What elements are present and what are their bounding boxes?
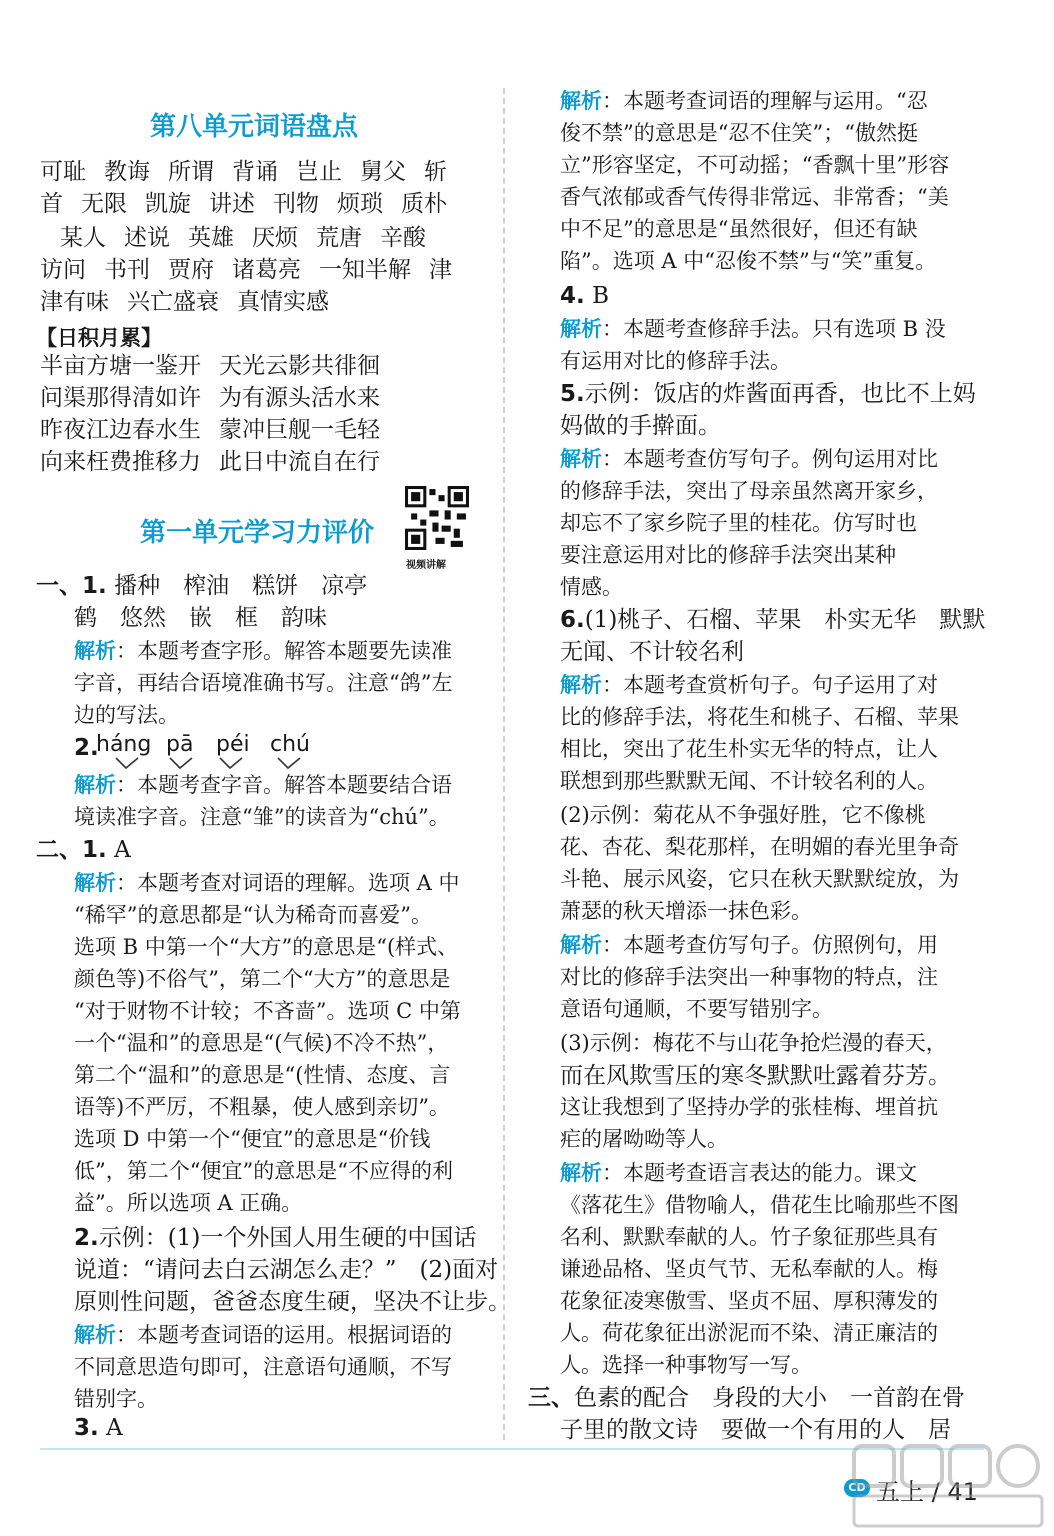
check-mark-icon — [276, 756, 302, 770]
q5-analysis-1 — [560, 448, 938, 471]
word: 诸葛亮 — [232, 257, 301, 283]
analysis-text: ：本题考查字形。解答本题要先读准 — [116, 639, 452, 663]
q6-3-analysis-2: 《落花生》借物喻人，借花生比喻那些不图 — [560, 1193, 959, 1217]
q6-analysis-1 — [560, 674, 938, 697]
word: 凯旋 — [145, 191, 191, 217]
q1-line-2: 鹤 悠然 嵌 框 韵味 — [74, 605, 327, 631]
word: 背诵 — [232, 159, 278, 185]
r-analysis-2: 俊不禁”的意思是“忍不住笑”；“傲然挺 — [560, 121, 918, 145]
word: 质朴 — [401, 191, 447, 217]
word: 英雄 — [188, 225, 234, 251]
question-number: 5. — [560, 381, 585, 407]
question-number: 6. — [560, 607, 585, 633]
pinyin-1: háng — [96, 732, 152, 757]
word: 岂止 — [296, 159, 342, 185]
analysis-label: 解析 — [560, 89, 602, 113]
q1-line-1 — [36, 574, 367, 599]
answer-text: A — [114, 837, 131, 863]
q5-analysis-5: 情感。 — [560, 575, 623, 599]
r-analysis-3: 立”形容坚定，不可动摇；“香飘十里”形容 — [560, 153, 950, 177]
analysis-label: 解析 — [560, 447, 602, 471]
word: 厌烦 — [252, 225, 298, 251]
analysis-label: 解析 — [74, 1323, 116, 1347]
analysis-label: 解析 — [560, 317, 602, 341]
q5-analysis-4: 要注意运用对比的修辞手法突出某种 — [560, 543, 896, 567]
word: 无限 — [81, 191, 127, 217]
word: 津 — [429, 257, 452, 283]
word: 教诲 — [104, 159, 150, 185]
section-marker: 一、 — [36, 573, 82, 599]
s2q2-line-2: 说道：“请问去白云湖怎么走？” (2)面对 — [74, 1257, 499, 1283]
footer-rule — [40, 1448, 984, 1450]
analysis-text: ：本题考查赏析句子。句子运用了对 — [602, 673, 938, 697]
answer-text: 示例：饭店的炸酱面再香，也比不上妈 — [584, 381, 976, 407]
s2q2-line-3: 原则性问题，爸爸态度生硬，坚决不让步。 — [74, 1289, 511, 1315]
word: 斩 — [424, 159, 447, 185]
word-row-2 — [40, 192, 447, 217]
analysis-label: 解析 — [74, 639, 116, 663]
q5-analysis-3: 却忘不了家乡院子里的桂花。仿写时也 — [560, 511, 917, 535]
q5-line-2: 妈做的手擀面。 — [560, 413, 721, 439]
poem-line: 问渠那得清如许 — [40, 385, 201, 411]
poem-line: 半亩方塘一鉴开 — [40, 353, 201, 379]
analysis-text: ：本题考查对词语的理解。选项 A 中 — [116, 871, 460, 895]
word: 荒唐 — [316, 225, 362, 251]
analysis-label: 解析 — [560, 933, 602, 957]
q4-analysis-1 — [560, 318, 946, 341]
analysis-text: ：本题考查仿写句子。仿照例句，用 — [602, 933, 938, 957]
answer-text: 播种 榨油 糕饼 凉亭 — [114, 573, 368, 599]
s2q1-analysis-3: 选项 B 中第一个“大方”的意思是“(样式、 — [74, 935, 459, 959]
question-number: 3. — [74, 1415, 99, 1441]
poem-line: 蒙冲巨舰一毛轻 — [219, 417, 380, 443]
poem-line: 昨夜江边春水生 — [40, 417, 201, 443]
page-number: 五上 / 41 — [876, 1478, 978, 1506]
s2q1-line — [36, 838, 131, 863]
q6-analysis-2: 比的修辞手法，将花生和桃子、石榴、苹果 — [560, 705, 959, 729]
r-analysis-1 — [560, 90, 928, 113]
s2q2-analysis-2: 不同意思造句即可，注意语句通顺，不写 — [74, 1355, 452, 1379]
pinyin-3: péi — [216, 732, 250, 757]
word: 某人 — [60, 225, 106, 251]
qr-code-icon[interactable] — [405, 486, 469, 550]
q6-3-analysis-6: 人。荷花象征出淤泥而不染、清正廉洁的 — [560, 1321, 938, 1345]
word: 真情实感 — [237, 289, 329, 315]
question-number: 1. — [82, 837, 107, 863]
word: 述说 — [124, 225, 170, 251]
q5-line-1 — [560, 382, 976, 407]
word: 津有味 — [40, 289, 109, 315]
q6-2-line-2: 花、杏花、梨花那样，在明媚的春光里争奇 — [560, 835, 959, 859]
word: 辛酸 — [380, 225, 426, 251]
word: 书刊 — [104, 257, 150, 283]
poem-line: 天光云影共徘徊 — [219, 353, 380, 379]
q6-2-line-4: 萧瑟的秋天增添一抹色彩。 — [560, 899, 812, 923]
s2q1-analysis-6: 一个“温和”的意思是“(气候)不冷不热”， — [74, 1031, 449, 1055]
s2q1-analysis-5: “对于财物不计较；不吝啬”。选项 C 中第 — [74, 999, 461, 1023]
s2q2-analysis-3: 错别字。 — [74, 1387, 158, 1411]
question-number: 2. — [74, 1225, 99, 1251]
poem-line: 向来枉费推移力 — [40, 449, 201, 475]
s2q1-analysis-8: 语等)不严厉，不粗暴，使人感到亲切”。 — [74, 1095, 450, 1119]
s2q3-line — [74, 1416, 123, 1441]
unit1-title: 第一单元学习力评价 — [140, 518, 375, 548]
analysis-text: ：本题考查字音。解答本题要结合语 — [116, 773, 452, 797]
word-row-3 — [60, 226, 426, 251]
word: 贾府 — [168, 257, 214, 283]
s2q1-analysis-2: “稀罕”的意思都是“认为稀奇而喜爱”。 — [74, 903, 432, 927]
word: 舅父 — [360, 159, 406, 185]
s2q1-analysis-11: 益”。所以选项 A 正确。 — [74, 1191, 303, 1215]
q6-3-analysis-3: 名利、默默奉献的人。竹子象征那些具有 — [560, 1225, 938, 1249]
analysis-text: ：本题考查语言表达的能力。课文 — [602, 1161, 917, 1185]
column-divider — [503, 88, 505, 1440]
qr-caption: 视频讲解 — [406, 560, 446, 571]
q6-analysis-4: 联想到那些默默无闻、不计较名利的人。 — [560, 769, 938, 793]
s2q2-line-1 — [74, 1226, 476, 1251]
q2-analysis-2: 境读准字音。注意“雏”的读音为“chú”。 — [74, 805, 450, 829]
poem-line: 此日中流自在行 — [219, 449, 380, 475]
q2-analysis-1 — [74, 774, 452, 797]
answer-text: B — [592, 283, 609, 309]
q6-3-analysis-7: 人。选择一种事物写一写。 — [560, 1353, 812, 1377]
q6-2-analysis-2: 对比的修辞手法突出一种事物的特点，注 — [560, 965, 938, 989]
poem-row-3 — [40, 418, 380, 443]
q4-line — [560, 284, 609, 309]
r-analysis-5: 中不足”的意思是“虽然很好，但还有缺 — [560, 217, 918, 241]
question-number: 1. — [82, 573, 107, 599]
s2q1-analysis-4: 颜色等)不俗气”，第二个“大方”的意思是 — [74, 967, 451, 991]
s2q1-analysis-9: 选项 D 中第一个“便宜”的意思是“价钱 — [74, 1127, 431, 1151]
section-marker: 二、 — [36, 837, 82, 863]
question-number: 4. — [560, 283, 585, 309]
q6-2-analysis-1 — [560, 934, 938, 957]
unit8-title: 第八单元词语盘点 — [150, 112, 359, 142]
word: 烦琐 — [337, 191, 383, 217]
accum-heading: 【日积月累】 — [36, 326, 162, 350]
answer-text: 色素的配合 身段的大小 一首韵在骨 — [574, 1385, 965, 1411]
analysis-label: 解析 — [560, 1161, 602, 1185]
q6-2-analysis-3: 意语句通顺，不要写错别字。 — [560, 997, 833, 1021]
answer-text: 示例：(1)一个外国人用生硬的中国话 — [98, 1225, 477, 1251]
check-mark-icon — [218, 756, 244, 770]
analysis-text: ：本题考查仿写句子。例句运用对比 — [602, 447, 938, 471]
word: 一知半解 — [319, 257, 411, 283]
word: 可耻 — [40, 159, 86, 185]
q6-3-line-2: 而在风欺雪压的寒冬默默吐露着芬芳。 — [560, 1063, 951, 1089]
q6-line-2: 无闻、不计较名利 — [560, 639, 744, 665]
answer-text: (1)桃子、石榴、苹果 朴实无华 默默 — [584, 607, 986, 633]
q1-analysis-3: 边的写法。 — [74, 703, 179, 727]
s2q1-analysis-1 — [74, 872, 460, 895]
s2q1-analysis-10: 低”，第二个“便宜”的意思是“不应得的利 — [74, 1159, 453, 1183]
q4-analysis-2: 有运用对比的修辞手法。 — [560, 349, 791, 373]
q6-3-line-1: (3)示例：梅花不与山花争抢烂漫的春天， — [560, 1031, 947, 1055]
r-analysis-6: 陷”。选项 A 中“忍俊不禁”与“笑”重复。 — [560, 249, 937, 273]
poem-row-2 — [40, 386, 380, 411]
poem-row-1 — [40, 354, 380, 379]
word: 首 — [40, 191, 63, 217]
edition-badge-icon: CD — [844, 1479, 870, 1497]
s3-line-2: 子里的散文诗 要做一个有用的人 居 — [560, 1417, 951, 1443]
check-mark-icon — [168, 756, 194, 770]
q6-3-line-4: 疟的屠呦呦等人。 — [560, 1127, 728, 1151]
q5-analysis-2: 的修辞手法，突出了母亲虽然离开家乡， — [560, 479, 938, 503]
word-row-4 — [40, 258, 452, 283]
word-row-1 — [40, 160, 447, 185]
analysis-label: 解析 — [560, 673, 602, 697]
section-marker: 三、 — [528, 1385, 574, 1411]
analysis-label: 解析 — [74, 871, 116, 895]
q1-analysis-1 — [74, 640, 452, 663]
pinyin-2: pā — [166, 732, 194, 757]
q1-analysis-2: 字音，再结合语境准确书写。注意“鸽”左 — [74, 671, 453, 695]
q2-number: 2. — [74, 735, 99, 761]
answer-text: A — [106, 1415, 123, 1441]
q6-2-line-1: (2)示例：菊花从不争强好胜，它不像桃 — [560, 803, 926, 827]
word: 访问 — [40, 257, 86, 283]
poem-line: 为有源头活水来 — [219, 385, 380, 411]
q6-analysis-3: 相比，突出了花生朴实无华的特点，让人 — [560, 737, 938, 761]
check-mark-icon — [114, 756, 140, 770]
pinyin-4: chú — [270, 732, 310, 757]
analysis-text: ：本题考查词语的理解与运用。“忍 — [602, 89, 928, 113]
word: 兴亡盛衰 — [127, 289, 219, 315]
analysis-text: ：本题考查修辞手法。只有选项 B 没 — [602, 317, 946, 341]
q6-line-1 — [560, 608, 985, 633]
word: 刊物 — [273, 191, 319, 217]
q6-3-analysis-4: 谦逊品格、坚贞气节、无私奉献的人。梅 — [560, 1257, 938, 1281]
watermark-logo-icon — [848, 1438, 1048, 1534]
q6-2-line-3: 斗艳、展示风姿，它只在秋天默默绽放，为 — [560, 867, 959, 891]
poem-row-4 — [40, 450, 380, 475]
q6-3-line-3: 这让我想到了坚持办学的张桂梅、埋首抗 — [560, 1095, 938, 1119]
word: 讲述 — [209, 191, 255, 217]
s3-line-1 — [528, 1386, 965, 1411]
word-row-5 — [40, 290, 329, 315]
q6-3-analysis-5: 花象征凌寒傲雪、坚贞不屈、厚积薄发的 — [560, 1289, 938, 1313]
s2q2-analysis-1 — [74, 1324, 452, 1347]
r-analysis-4: 香气浓郁或香气传得非常远、非常香；“美 — [560, 185, 949, 209]
q6-3-analysis-1 — [560, 1162, 917, 1185]
analysis-text: ：本题考查词语的运用。根据词语的 — [116, 1323, 452, 1347]
s2q1-analysis-7: 第二个“温和”的意思是“(性情、态度、言 — [74, 1063, 451, 1087]
analysis-label: 解析 — [74, 773, 116, 797]
word: 所谓 — [168, 159, 214, 185]
